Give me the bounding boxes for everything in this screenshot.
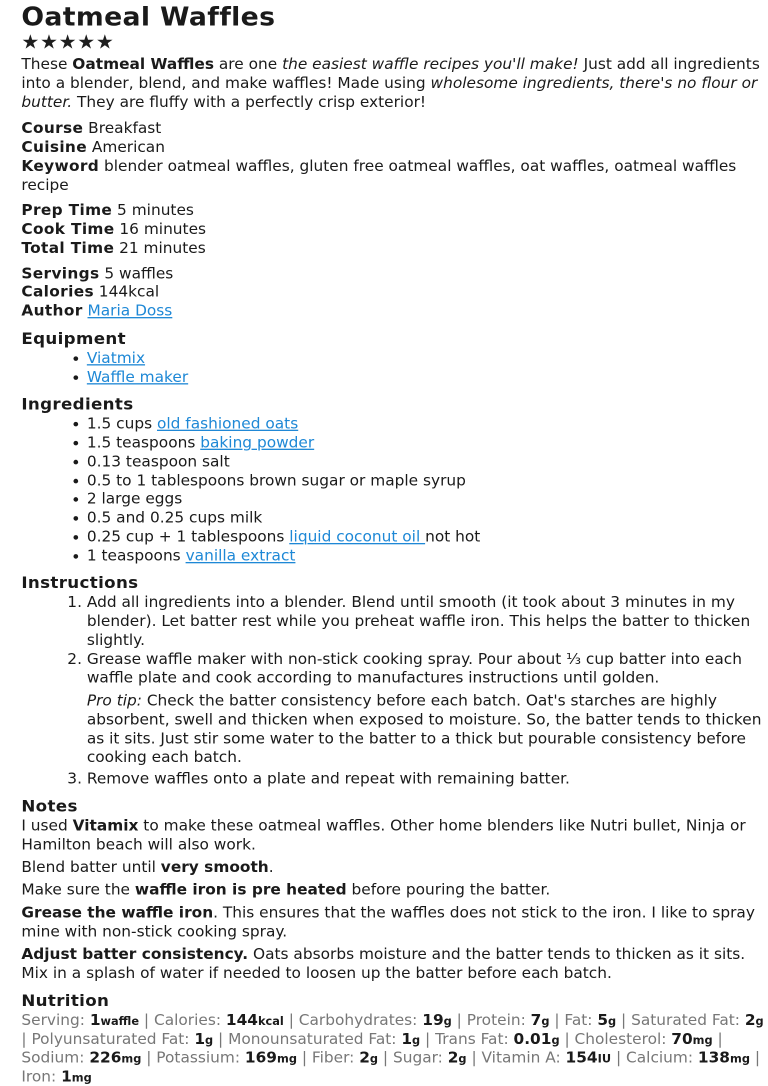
nutrition-unit: g [458,1052,467,1066]
note-paragraph [21,817,768,855]
note-paragraph [21,945,768,983]
nutrition-item [154,1012,284,1029]
nutrition-item [21,1068,91,1085]
pro-tip-label: Pro tip: [86,692,142,710]
equipment-link-waffle-maker[interactable]: Waffle maker [86,368,189,386]
nutrition-item [575,1031,713,1048]
nutrition-value: 138 [697,1049,730,1067]
nutrition-item [299,1012,452,1029]
nutrition-value: 169 [244,1049,277,1067]
ingredient-item [87,415,768,434]
meta-value: Breakfast [88,120,162,138]
nutrition-unit: mg [276,1052,297,1066]
nutrition-item [631,1012,764,1029]
nutrition-separator: | [21,1030,32,1048]
nutrition-separator: | [451,1011,467,1029]
ingredient-amount: 0.25 cup + 1 tablespoons [86,528,290,546]
nutrition-item [393,1049,467,1066]
nutrition-separator: | [466,1049,482,1067]
nutrition-value: 2 [447,1049,459,1067]
instruction-step [87,650,768,767]
ingredient-item: • 0.13 teaspoon salt [87,452,768,471]
meta-value: 21 minutes [119,239,206,257]
note-text: Blend batter until [21,858,161,876]
summary-text: They are fluffy with a perfectly crisp exterior! [72,93,427,111]
note-text: Make sure the [21,881,135,899]
nutrition-value: 226 [89,1049,122,1067]
nutrition-label: Trans Fat: [435,1030,514,1048]
ingredient-item [87,547,768,566]
meta-label: Author [21,302,83,320]
note-text: Oats absorbs moisture and the batter tends to thicken as it sits. Mix in a splash of water if needed to loosen up the batter before each batch. [21,945,746,982]
ingredient-amount: 1.5 cups [86,415,157,433]
nutrition-unit: g [755,1015,764,1029]
meta-servings [21,264,768,283]
nutrition-separator: | [749,1049,761,1067]
nutrition-label: Serving: [21,1011,90,1029]
author-link[interactable]: Maria Doss [87,302,173,320]
nutrition-label: Cholesterol: [574,1030,672,1048]
nutrition-value: 70 [671,1030,693,1048]
nutrition-label: Calories: [153,1011,226,1029]
recipe-summary [21,55,768,111]
ingredient-link-vanilla[interactable]: vanilla extract [185,547,296,565]
ingredient-link-oats[interactable]: old fashioned oats [156,415,299,433]
recipe-title: Oatmeal Waffles [21,1,276,33]
note-bold: Grease the waffle iron [21,904,214,922]
equipment-heading: Equipment [21,328,126,348]
ingredient-amount: 1.5 teaspoons [86,434,201,452]
summary-italic: the easiest waffle recipes you'll make! [282,55,579,73]
nutrition-separator: | [549,1011,565,1029]
note-text: to make these oatmeal waffles. Other home blenders like Nutri bullet, Ninja or Hamilton beach will also work. [21,817,746,854]
note-bold: waffle iron is pre heated [134,881,347,899]
nutrition-separator: | [616,1011,632,1029]
ingredient-item: • 0.5 and 0.25 cups milk [87,509,768,528]
meta-label: Course [21,120,84,138]
nutrition-separator: | [378,1049,393,1067]
ingredient-link-coconut-oil[interactable]: liquid coconut oil [289,528,426,546]
meta-value: 144kcal [98,283,160,301]
ingredient-amount: 1 teaspoons [86,547,186,565]
meta-label: Cuisine [21,138,87,156]
meta-total-time [21,239,768,258]
nutrition-value: 154 [565,1049,598,1067]
nutrition-unit: g [541,1015,550,1029]
meta-label: Prep Time [21,201,113,219]
ingredient-note: not hot [425,528,481,546]
ingredient-item [87,528,768,547]
note-paragraph [21,904,768,942]
instruction-step: 1. Add all ingredients into a blender. Blend until smooth (it took about 3 minutes in my blender). Let batter rest while you preheat waffle iron. This helps the batter to thicken slightly. [87,594,768,650]
nutrition-item [21,1012,139,1029]
nutrition-label: Fat: [564,1011,598,1029]
nutrition-label: Polyunsaturated Fat: [31,1030,195,1048]
meta-keyword [21,157,768,195]
nutrition-value: 1 [61,1068,72,1086]
note-text: . This ensures that the waffles does not stick to the iron. I like to spray mine with non-stick cooking spray. [21,904,755,941]
instructions-list [21,594,768,789]
meta-label: Servings [21,264,100,282]
meta-label: Total Time [21,239,115,257]
nutrition-separator: | [712,1030,723,1048]
summary-italic: wholesome ingredients, there's no flour or butter. [21,74,758,111]
equipment-list [21,349,768,387]
instructions-heading: Instructions [21,573,139,593]
meta-value: 16 minutes [119,220,207,238]
meta-cook-time [21,220,768,239]
nutrition-label: Potassium: [156,1049,245,1067]
nutrition-item [156,1049,297,1066]
nutrition-item [31,1031,213,1048]
equipment-item [87,368,768,387]
nutrition-unit: waffle [100,1015,140,1029]
nutrition-value: 1 [401,1030,413,1048]
meta-value: American [91,138,165,156]
meta-course [21,119,768,138]
note-bold: Vitamix [72,817,139,835]
nutrition-separator: | [139,1011,154,1029]
nutrition-value: 0.01 [513,1030,552,1048]
instruction-step: 3. Remove waffles onto a plate and repeat with remaining batter. [87,770,768,789]
ingredient-item: • 2 large eggs [87,490,768,509]
nutrition-label: Sugar: [392,1049,448,1067]
ingredient-item [87,434,768,453]
recipe-times-group [21,201,768,257]
meta-value: 5 minutes [117,201,194,219]
note-text: . [268,858,274,876]
note-text: I used [21,817,73,835]
equipment-link-vitamix[interactable]: Viatmix [86,349,146,367]
meta-label: Calories [21,283,94,301]
nutrition-unit: g [443,1015,452,1029]
ingredients-heading: Ingredients [21,394,134,414]
ingredients-list [21,415,768,566]
nutrition-label: Sodium: [21,1049,90,1067]
nutrition-value: 2 [744,1011,756,1029]
nutrition-separator: | [559,1030,575,1048]
nutrition-value: 5 [597,1011,609,1029]
nutrition-separator: | [213,1030,229,1048]
nutrition-label: Calcium: [626,1049,698,1067]
note-paragraph [21,881,768,900]
nutrition-unit: g [608,1015,617,1029]
pro-tip-text: Check the batter consistency before each batch. Oat's starches are highly absorbent, swell and thicken when exposed to moisture. So, the batter tends to thicken as it sits. Just stir some water to the batter to a thick but pourable consistency before cooking each batch. [86,692,762,766]
nutrition-label: Carbohydrates: [298,1011,423,1029]
nutrition-heading: Nutrition [21,990,110,1010]
nutrition-separator: | [141,1049,157,1067]
nutrition-item [467,1012,550,1029]
pro-tip [87,692,768,767]
nutrition-item [482,1049,612,1066]
nutrition-separator: | [283,1011,299,1029]
nutrition-value: 144 [225,1011,258,1029]
nutrition-facts [21,1011,768,1086]
note-paragraph [21,858,768,877]
nutrition-value: 7 [530,1011,542,1029]
meta-calories [21,283,768,302]
nutrition-value: 2 [359,1049,370,1067]
meta-value: 5 waffles [104,264,174,282]
nutrition-unit: mg [71,1071,92,1085]
nutrition-value: 1 [194,1030,206,1048]
note-text: before pouring the batter. [346,881,551,899]
nutrition-separator: | [296,1049,312,1067]
nutrition-value: 1 [89,1011,101,1029]
nutrition-unit: IU [597,1052,612,1066]
nutrition-separator: | [420,1030,436,1048]
nutrition-value: 19 [422,1011,444,1029]
note-bold: Adjust batter consistency. [21,945,249,964]
nutrition-item [626,1049,750,1066]
summary-text: These [21,55,73,73]
nutrition-unit: g [412,1033,421,1048]
nutrition-unit: g [551,1033,560,1048]
meta-label: Cook Time [21,220,115,238]
meta-prep-time [21,201,768,220]
nutrition-separator: | [611,1049,627,1067]
rating-stars[interactable]: ★★★★★ [21,30,115,54]
nutrition-item [312,1049,378,1066]
notes-heading: Notes [21,796,78,816]
equipment-item [87,349,768,368]
nutrition-unit: g [205,1033,214,1048]
nutrition-label: Iron: [21,1068,62,1086]
nutrition-item [21,1049,141,1066]
nutrition-label: Saturated Fat: [631,1011,745,1029]
note-bold: very smooth [160,858,269,876]
nutrition-unit: mg [692,1033,713,1048]
nutrition-unit: kcal [257,1015,284,1029]
ingredient-link-baking-powder[interactable]: baking powder [200,434,315,452]
instruction-text: 2. Grease waffle maker with non-stick cooking spray. Pour about ⅓ cup batter into each waffle plate and cook according to manufactures instructions until golden. [86,650,742,687]
recipe-servings-group [21,264,768,320]
nutrition-label: Vitamin A: [481,1049,566,1067]
nutrition-unit: g [369,1052,379,1066]
nutrition-label: Fiber: [311,1049,360,1067]
nutrition-item [564,1012,616,1029]
ingredient-item: • 0.5 to 1 tablespoons brown sugar or maple syrup [87,471,768,490]
nutrition-label: Monounsaturated Fat: [228,1030,402,1048]
nutrition-unit: mg [729,1052,750,1066]
summary-text: Just add all ingredients into a blender, blend, and make waffles! Made using [21,55,760,92]
nutrition-item [435,1031,559,1048]
summary-bold: Oatmeal Waffles [72,55,214,73]
meta-label: Keyword [21,157,100,175]
nutrition-item [228,1031,420,1048]
meta-value: blender oatmeal waffles, gluten free oatmeal waffles, oat waffles, oatmeal waffles recipe [21,157,737,194]
nutrition-unit: mg [121,1052,142,1066]
summary-text: are one [213,55,283,73]
meta-author [21,302,768,321]
nutrition-label: Protein: [466,1011,531,1029]
meta-cuisine [21,138,768,157]
recipe-meta-group [21,119,768,194]
